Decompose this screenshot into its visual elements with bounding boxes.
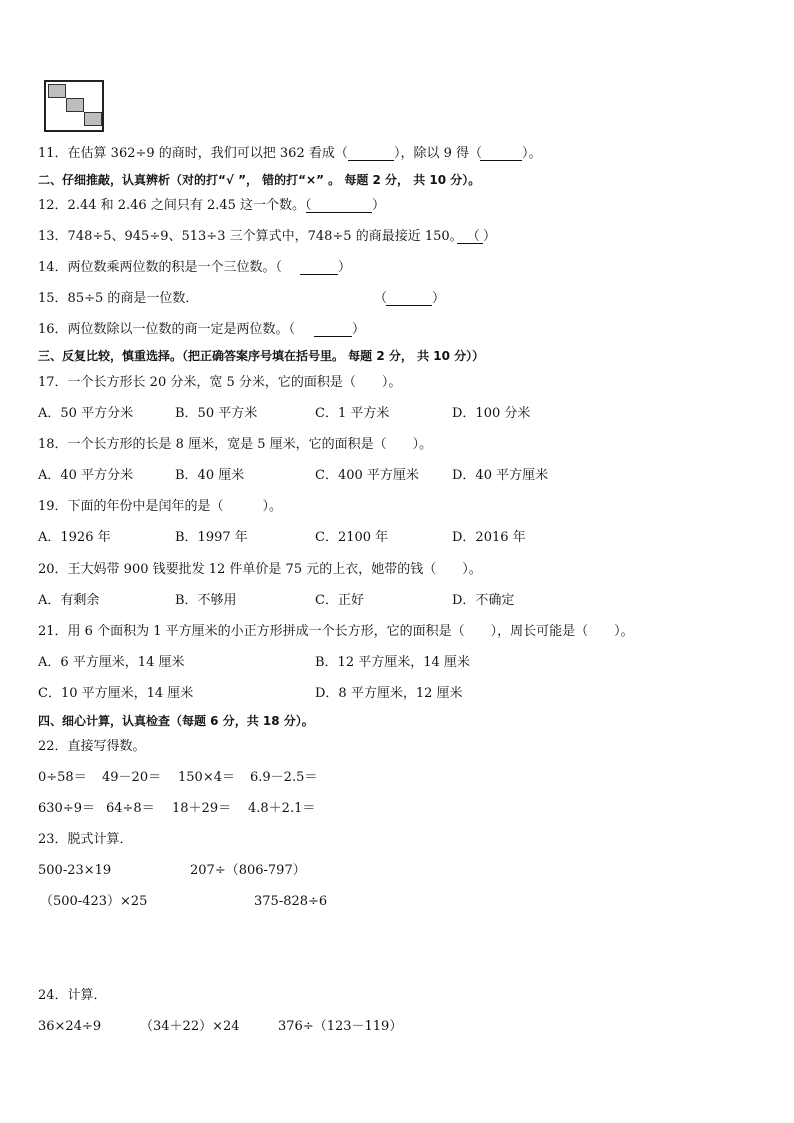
question-18-text: 18．一个长方形的长是 8 厘米，宽是 5 厘米，它的面积是（ ）。 [38, 437, 433, 452]
question-20-option-c[interactable]: C．正好 [315, 593, 364, 608]
question-21-text: 21．用 6 个面积为 1 平方厘米的小正方形拼成一个长方形，它的面积是（ ），周长可能是（ ）。 [38, 624, 634, 639]
question-19-option-c[interactable]: C．2100 年 [315, 530, 389, 545]
section-2-heading: 二、仔细推敲，认真辨析（对的打“√ ”， 错的打“×” 。 每题 2 分， 共 10 分）。 [38, 173, 481, 187]
question-18-option-c[interactable]: C．400 平方厘米 [315, 468, 419, 483]
question-19-option-b[interactable]: B．1997 年 [175, 530, 248, 545]
question-20-option-a[interactable]: A．有剩余 [38, 593, 100, 608]
staircase-figure [44, 80, 104, 132]
figure-square [66, 98, 84, 112]
question-19-option-d[interactable]: D．2016 年 [452, 530, 526, 545]
question-12-end: ） [372, 198, 386, 213]
question-20-option-d[interactable]: D．不确定 [452, 593, 515, 608]
question-20-option-b[interactable]: B．不够用 [175, 593, 237, 608]
calc-item: 36×24÷9 [38, 1019, 102, 1034]
question-13-text: 13．748÷5、945÷9、513÷3 三个算式中，748÷5 的商最接近 150。 （ [38, 229, 480, 244]
calc-item: 64÷8＝ [106, 801, 155, 816]
question-11-text-2: ），除以 9 得（ [394, 146, 483, 161]
answer-blank[interactable] [300, 262, 338, 275]
calc-item: 150×4＝ [178, 770, 235, 785]
answer-blank[interactable] [457, 231, 483, 244]
question-21-option-c[interactable]: C．10 平方厘米，14 厘米 [38, 686, 194, 701]
question-15-end: ） [432, 291, 446, 306]
calc-item: 376÷（123－119） [278, 1019, 403, 1034]
section-3-heading: 三、反复比较，慎重选择。（把正确答案序号填在括号里。 每题 2 分， 共 10 分）） [38, 349, 485, 363]
calc-item: 207÷（806-797） [190, 863, 306, 878]
question-17-option-c[interactable]: C．1 平方米 [315, 406, 390, 421]
calc-item: 500-23×19 [38, 863, 112, 878]
calc-item: 49－20＝ [102, 770, 162, 785]
section-4-heading: 四、细心计算，认真检查（每题 6 分，共 18 分）。 [38, 714, 314, 728]
question-15-text: 15．85÷5 的商是一位数． [38, 291, 199, 306]
question-22-text: 22．直接写得数。 [38, 739, 146, 754]
calc-item: （34＋22）×24 [140, 1019, 240, 1034]
question-23-text: 23．脱式计算． [38, 832, 133, 847]
figure-square [84, 112, 102, 126]
answer-blank[interactable] [306, 200, 372, 213]
question-19-text: 19．下面的年份中是闰年的是（ ）。 [38, 499, 283, 514]
question-21-option-b[interactable]: B．12 平方厘米，14 厘米 [315, 655, 470, 670]
question-11-end: ）。 [522, 146, 542, 161]
question-16-end: ） [352, 322, 366, 337]
question-17-option-d[interactable]: D．100 分米 [452, 406, 531, 421]
calc-item: 18＋29＝ [172, 801, 232, 816]
answer-blank[interactable] [348, 148, 394, 161]
question-17-option-a[interactable]: A．50 平方分米 [38, 406, 134, 421]
question-20-text: 20．王大妈带 900 钱要批发 12 件单价是 75 元的上衣，她带的钱（ ）。 [38, 562, 482, 577]
question-16-text: 16．两位数除以一位数的商一定是两位数。（ [38, 322, 296, 337]
answer-blank[interactable] [314, 324, 352, 337]
question-18-option-a[interactable]: A．40 平方分米 [38, 468, 134, 483]
question-15-open: （ [374, 291, 388, 306]
calc-item: 630÷9＝ [38, 801, 95, 816]
question-24-text: 24．计算． [38, 988, 107, 1003]
calc-item: 0÷58＝ [38, 770, 87, 785]
figure-square [48, 84, 66, 98]
answer-blank[interactable] [386, 293, 432, 306]
question-18-option-b[interactable]: B．40 厘米 [175, 468, 245, 483]
question-17-option-b[interactable]: B．50 平方米 [175, 406, 258, 421]
answer-blank[interactable] [480, 148, 522, 161]
question-19-option-a[interactable]: A．1926 年 [38, 530, 111, 545]
question-11-text: 11．在估算 362÷9 的商时，我们可以把 362 看成（ [38, 146, 348, 161]
question-14-text: 14．两位数乘两位数的积是一个三位数。（ [38, 260, 283, 275]
calc-item: 6.9－2.5＝ [250, 770, 318, 785]
question-13-end: ） [483, 229, 497, 244]
question-12-text: 12．2.44 和 2.46 之间只有 2.45 这一个数。（ [38, 198, 312, 213]
calc-item: 375-828÷6 [254, 894, 328, 909]
calc-item: 4.8＋2.1＝ [248, 801, 316, 816]
question-21-option-d[interactable]: D．8 平方厘米，12 厘米 [315, 686, 463, 701]
question-18-option-d[interactable]: D．40 平方厘米 [452, 468, 549, 483]
question-14-end: ） [338, 260, 352, 275]
calc-item: （500-423）×25 [40, 894, 148, 909]
question-21-option-a[interactable]: A．6 平方厘米，14 厘米 [38, 655, 185, 670]
question-17-text: 17．一个长方形长 20 分米，宽 5 分米，它的面积是（ ）。 [38, 375, 402, 390]
